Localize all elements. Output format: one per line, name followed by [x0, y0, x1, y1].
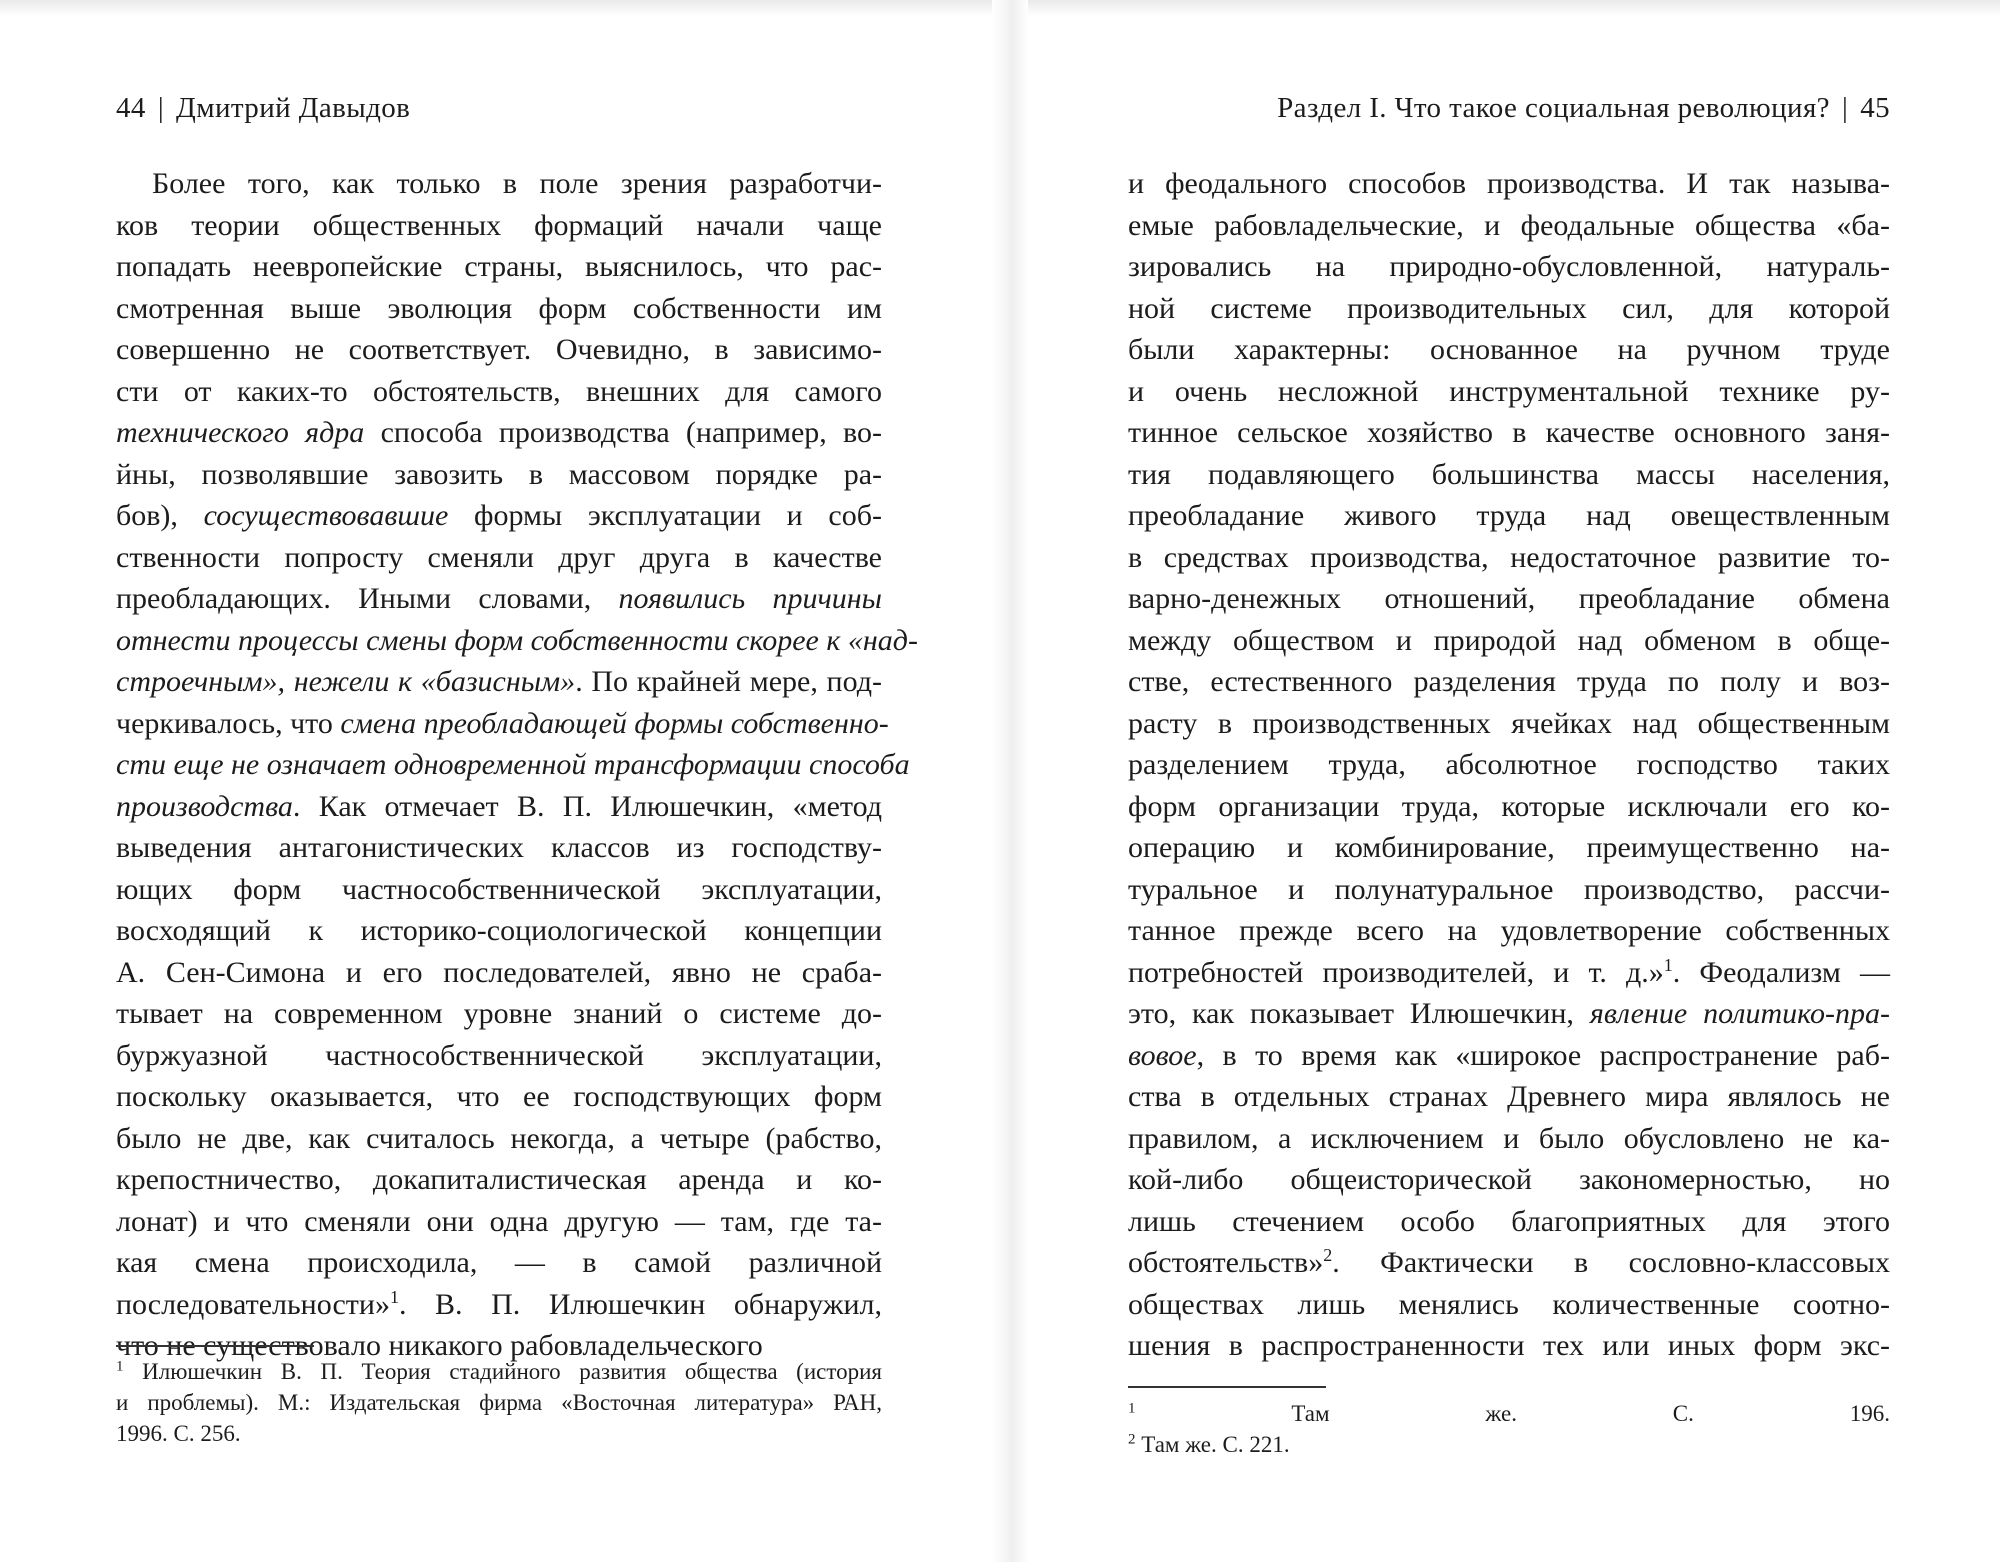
- text-run: кой-либо общеисторической закономерностью, но: [1128, 1163, 1890, 1196]
- text-run: восходящий к историко-социологической концепции: [116, 914, 882, 947]
- text-line: [1128, 412, 1890, 454]
- text-line: [116, 661, 882, 703]
- text-run: шения в распространенности тех или иных форм экс-: [1128, 1329, 1890, 1362]
- italic-run: вовое: [1128, 1038, 1197, 1072]
- header-separator: |: [157, 92, 165, 124]
- text-line: [1128, 1242, 1890, 1284]
- text-line: [1128, 537, 1890, 579]
- italic-run: технического ядра: [116, 416, 365, 449]
- text-line: [1128, 993, 1890, 1035]
- text-line: [1128, 578, 1890, 620]
- text-run: зировались на природно-обусловленной, натураль-: [1128, 250, 1890, 283]
- text-line: [116, 329, 882, 371]
- text-run: способа производства (например, во-: [364, 416, 883, 449]
- text-run: крепостничество, докапиталистическая аренда и ко-: [116, 1163, 882, 1196]
- text-line: [1128, 786, 1890, 828]
- italic-run: строечным», нежели к «базисным»: [116, 665, 576, 698]
- text-line: [116, 744, 910, 786]
- text-line: [1128, 952, 1890, 994]
- text-run: разделением труда, абсолютное господство таких: [1128, 748, 1890, 781]
- text-line: [116, 993, 882, 1035]
- text-run: между обществом и природой над обменом в обще-: [1128, 623, 1890, 657]
- text-run: . По крайней мере, под-: [575, 665, 882, 698]
- text-run: и феодального способов производства. И так называ-: [1128, 167, 1890, 200]
- text-line: [116, 910, 882, 952]
- text-run: . Фактически в сословно-классовых: [1332, 1246, 1890, 1279]
- running-header-right: [1128, 92, 1890, 125]
- footnote-rule: [1128, 1386, 1326, 1388]
- text-run: смотренная выше эволюция форм собственности им: [116, 291, 882, 325]
- footnote-ref: 1: [1663, 954, 1673, 975]
- text-line: [1128, 1035, 1890, 1077]
- footnote-rule: [116, 1345, 314, 1347]
- text-run: выведения антагонистических классов из господству-: [116, 831, 882, 864]
- text-run: танное прежде всего на удовлетворение собственных: [1128, 914, 1890, 947]
- text-run: ков теории общественных формаций начали чаще: [116, 208, 882, 242]
- footnotes-left: [116, 1356, 882, 1449]
- footnote-line: [1128, 1429, 1890, 1460]
- text-run: расту в производственных ячейках над общественным: [1128, 706, 1890, 740]
- text-line: [1128, 1076, 1890, 1118]
- footnote-ref: 1: [389, 1286, 399, 1307]
- text-run: совершенно не соответствует. Очевидно, в зависимо-: [116, 333, 882, 366]
- text-line: [116, 1242, 882, 1284]
- header-separator: |: [1841, 92, 1849, 124]
- text-run: . В. П. Илюшечкин обнаружил,: [398, 1287, 882, 1321]
- text-run: тия подавляющего большинства массы населения,: [1128, 457, 1890, 491]
- text-line: [1128, 620, 1890, 662]
- text-line: [116, 952, 882, 994]
- text-run: Там же. С. 221.: [1135, 1432, 1290, 1457]
- text-run: и проблемы). М.: Издательская фирма «Восточная литература» РАН,: [116, 1390, 882, 1415]
- text-run: обществах лишь менялись количественные соотно-: [1128, 1287, 1890, 1321]
- text-run: сти от каких-то обстоятельств, внешних для самого: [116, 374, 882, 408]
- text-run: туральное и полунатуральное производство, рассчи-: [1128, 872, 1890, 906]
- text-run: ной системе производительных сил, для которой: [1128, 291, 1890, 325]
- text-line: [116, 869, 882, 911]
- text-line: [1128, 495, 1890, 537]
- text-run: было не две, как считалось некогда, а четыре (рабство,: [116, 1121, 882, 1155]
- footnote-ref: 1: [1128, 1400, 1136, 1417]
- text-line: [1128, 1201, 1890, 1243]
- text-run: и очень несложной инструментальной технике ру-: [1128, 374, 1890, 408]
- text-line: [1128, 246, 1890, 288]
- right-page: [1128, 0, 1890, 1562]
- text-run: ства в отдельных странах Древнего мира являлось не: [1128, 1080, 1890, 1113]
- text-run: были характерны: основанное на ручном труде: [1128, 333, 1890, 366]
- text-run: что не существовало никакого рабовладельческого: [116, 1329, 763, 1362]
- text-line: [116, 578, 882, 620]
- text-line: [116, 205, 882, 247]
- text-run: последовательности»: [116, 1287, 390, 1321]
- text-line: [1128, 1325, 1890, 1367]
- text-line: [116, 163, 882, 205]
- page-number: 44: [116, 92, 146, 124]
- footnotes-right: [1128, 1398, 1890, 1460]
- text-run: ющих форм частнособственнической эксплуатации,: [116, 872, 882, 906]
- footnote-line: [1128, 1398, 1890, 1429]
- text-run: тывает на современном уровне знаний о системе до-: [116, 997, 882, 1030]
- text-run: буржуазной частнособственнической эксплуатации,: [116, 1038, 882, 1072]
- text-run: обстоятельств»: [1128, 1246, 1324, 1279]
- body-text-right: [1128, 163, 1890, 1367]
- text-run: операцию и комбинирование, преимущественно на-: [1128, 831, 1890, 864]
- text-run: Там же. С. 196.: [1135, 1401, 1890, 1426]
- text-line: [116, 620, 918, 662]
- text-run: . Феодализм —: [1672, 955, 1890, 989]
- page-number: 45: [1860, 92, 1890, 124]
- text-run: потребностей производителей, и т. д.»: [1128, 955, 1664, 989]
- author-name: Дмитрий Давыдов: [176, 92, 411, 124]
- text-line: [1128, 1284, 1890, 1326]
- text-line: [116, 246, 882, 288]
- text-run: форм организации труда, которые исключали его ко-: [1128, 789, 1890, 823]
- text-run: бов),: [116, 499, 204, 532]
- text-line: [116, 786, 882, 828]
- text-run: 1996. С. 256.: [116, 1421, 241, 1446]
- text-line: [116, 288, 882, 330]
- text-run: поскольку оказывается, что ее господствующих форм: [116, 1080, 882, 1113]
- text-run: черкивалось, что: [116, 706, 341, 740]
- left-page: [116, 0, 918, 1562]
- footnote-ref: 1: [116, 1358, 124, 1375]
- footnote-line: [116, 1387, 882, 1418]
- text-run: тинное сельское хозяйство в качестве основного заня-: [1128, 416, 1890, 449]
- text-line: [1128, 869, 1890, 911]
- footnote-ref: 2: [1128, 1431, 1136, 1448]
- text-line: [116, 537, 882, 579]
- body-text-left: [116, 163, 918, 1367]
- text-line: [116, 1201, 882, 1243]
- text-line: [1128, 163, 1890, 205]
- text-line: [116, 1035, 882, 1077]
- text-line: [1128, 454, 1890, 496]
- text-run: формы эксплуатации и соб-: [448, 499, 882, 532]
- text-run: правилом, а исключением и было обусловлено не ка-: [1128, 1121, 1890, 1155]
- text-run: Илюшечкин В. П. Теория стадийного развития общества (история: [123, 1359, 882, 1384]
- text-line: [116, 495, 882, 537]
- text-run: Более того, как только в поле зрения разработчи-: [152, 167, 882, 200]
- running-header-left: [116, 92, 882, 125]
- italic-run: сосуществовавшие: [203, 499, 449, 532]
- text-line: [1128, 661, 1890, 703]
- text-run: преобладание живого труда над овеществленным: [1128, 499, 1890, 532]
- text-run: А. Сен-Симона и его последователей, явно не сраба-: [116, 955, 882, 989]
- text-run: лонат) и что сменяли они одна другую — там, где та-: [116, 1204, 882, 1238]
- text-line: [116, 371, 882, 413]
- text-line: [1128, 371, 1890, 413]
- text-run: варно-денежных отношений, преобладание обмена: [1128, 582, 1890, 615]
- text-run: емые рабовладельческие, и феодальные общества «ба-: [1128, 208, 1890, 242]
- text-run: . Как отмечает В. П. Илюшечкин, «метод: [292, 789, 882, 823]
- text-line: [116, 1118, 882, 1160]
- text-run: преобладающих. Иными словами,: [116, 582, 619, 615]
- footnote-line: [116, 1418, 882, 1449]
- text-line: [1128, 703, 1890, 745]
- italic-run: явление политико-пра-: [1589, 997, 1890, 1030]
- text-run: ственности попросту сменяли друг друга в качестве: [116, 540, 882, 574]
- footnote-line: [116, 1356, 882, 1387]
- italic-run: появились причины: [618, 582, 882, 615]
- italic-run: производства: [116, 789, 293, 823]
- text-line: [116, 454, 882, 496]
- text-line: [1128, 288, 1890, 330]
- text-run: в средствах производства, недостаточное развитие то-: [1128, 540, 1890, 574]
- text-run: стве, естественного разделения труда по полу и воз-: [1128, 665, 1890, 698]
- footnote-ref: 2: [1323, 1245, 1333, 1265]
- text-line: [1128, 827, 1890, 869]
- text-line: [1128, 1118, 1890, 1160]
- italic-run: отнести процессы смены форм собственности скорее к «над-: [116, 623, 918, 657]
- text-run: кая смена происходила, — в самой различной: [116, 1246, 882, 1279]
- text-line: [116, 1076, 882, 1118]
- text-run: попадать неевропейские страны, выяснилось, что рас-: [116, 250, 882, 283]
- text-line: [116, 703, 889, 745]
- book-gutter: [992, 0, 1028, 1562]
- text-run: , в то время как «широкое распространение раб-: [1196, 1038, 1890, 1072]
- text-line: [1128, 744, 1890, 786]
- text-line: [116, 1159, 882, 1201]
- text-line: [1128, 329, 1890, 371]
- text-run: йны, позволявшие завозить в массовом порядке ра-: [116, 457, 882, 491]
- text-line: [1128, 910, 1890, 952]
- text-line: [116, 412, 882, 454]
- section-title: Раздел I. Что такое социальная революция?: [1277, 92, 1830, 124]
- italic-run: смена преобладающей формы собственно-: [340, 706, 889, 740]
- text-line: [1128, 205, 1890, 247]
- text-run: это, как показывает Илюшечкин,: [1128, 997, 1590, 1030]
- italic-run: сти еще не означает одновременной трансформации способа: [116, 748, 910, 781]
- text-line: [116, 1284, 882, 1326]
- text-run: лишь стечением особо благоприятных для этого: [1128, 1204, 1890, 1238]
- text-line: [116, 827, 882, 869]
- text-line: [1128, 1159, 1890, 1201]
